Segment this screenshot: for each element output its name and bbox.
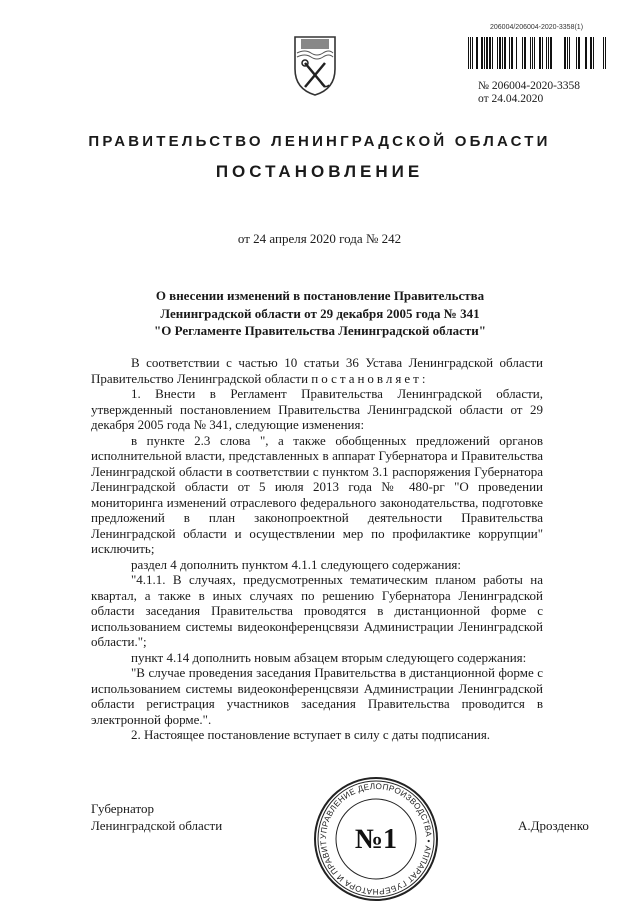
title-line: "О Регламенте Правительства Ленинградской области" (154, 323, 486, 338)
resolves-word: постановляет (311, 370, 422, 386)
paragraph-4-1-1: "4.1.1. В случаях, предусмотренных тематическим планом работы на квартал, а также в иных случаях по решению Губернатора Ленинградской области заседания Правительства проводятся в дистанционной форме с использованием системы видеоконференцсвязи Администрации Ленинградской области."; (91, 572, 543, 649)
paragraph-item-1: 1. Внести в Регламент Правительства Ленинградской области, утвержденный постановлением Правительства Ленинградской области от 29 декабря 2005 года № 341, следующие изменения: (91, 386, 543, 432)
document-date-number: от 24 апреля 2020 года № 242 (237, 231, 402, 246)
paragraph-4-14: пункт 4.14 дополнить новым абзацем вторым следующего содержания: (131, 649, 527, 665)
document-title (60, 287, 580, 340)
signatory-name: А.Дрозденко (518, 818, 589, 833)
paragraph-section-4: раздел 4 дополнить пунктом 4.1.1 следующего содержания: (131, 556, 462, 572)
paragraph-item-2: 2. Настоящее постановление вступает в силу с даты подписания. (131, 727, 491, 742)
signatory-position (91, 800, 222, 834)
title-line: О внесении изменений в постановление Правительства (155, 288, 485, 303)
official-stamp (313, 776, 439, 902)
paragraph-amendment-2-3: в пункте 2.3 слова ", а также обобщенных предложений органов исполнительной власти, представленных в аппарат Губернатора и Правительства Ленинградской области в соответствии с пунктом 3.1 распоряжения Губернатора Ленинградской области от 5 июля 2013 года № 480-рг "О проведении мониторинга изменений отраслевого федерального законодательства, подготовке предложений в план законопроектной деятельности Правительства Ленинградской области и осуществлении мер по профилактике коррупции" исключить; (91, 432, 543, 556)
coat-of-arms-emblem (291, 33, 339, 97)
stamp-ring-text: УПРАВЛЕНИЕ ДЕЛОПРОИЗВОДСТВА • АППАРАТ ГУБЕРНАТОРА И ПРАВИТ (318, 781, 434, 897)
registration-number: № 206004-2020-3358 (478, 80, 581, 92)
document-body (91, 355, 543, 743)
document-type-heading: ПОСТАНОВЛЕНИЕ (215, 162, 424, 181)
signatory-region: Ленинградской области (91, 818, 223, 833)
paragraph-preamble: В соответствии с частью 10 статьи 36 Устава Ленинградской области Правительство Ленинградской области постановляет: (91, 355, 543, 386)
title-line: Ленинградской области от 29 декабря 2005 года № 341 (160, 305, 480, 321)
signatory-title: Губернатор (91, 801, 154, 816)
registration-date: от 24.04.2020 (478, 93, 544, 105)
organization-heading: ПРАВИТЕЛЬСТВО ЛЕНИНГРАДСКОЙ ОБЛАСТИ (88, 133, 551, 150)
stamp-number: №1 (354, 824, 398, 855)
document-code: 206004/206004-2020-3358(1) (490, 24, 584, 31)
paragraph-4-14-text: "В случае проведения заседания Правительства в дистанционной форме с использованием системы видеоконференцсвязи Администрации Ленинградской области регистрация участников заседания Правительства проводится в электронной форме.". (91, 665, 543, 727)
barcode (468, 37, 608, 69)
